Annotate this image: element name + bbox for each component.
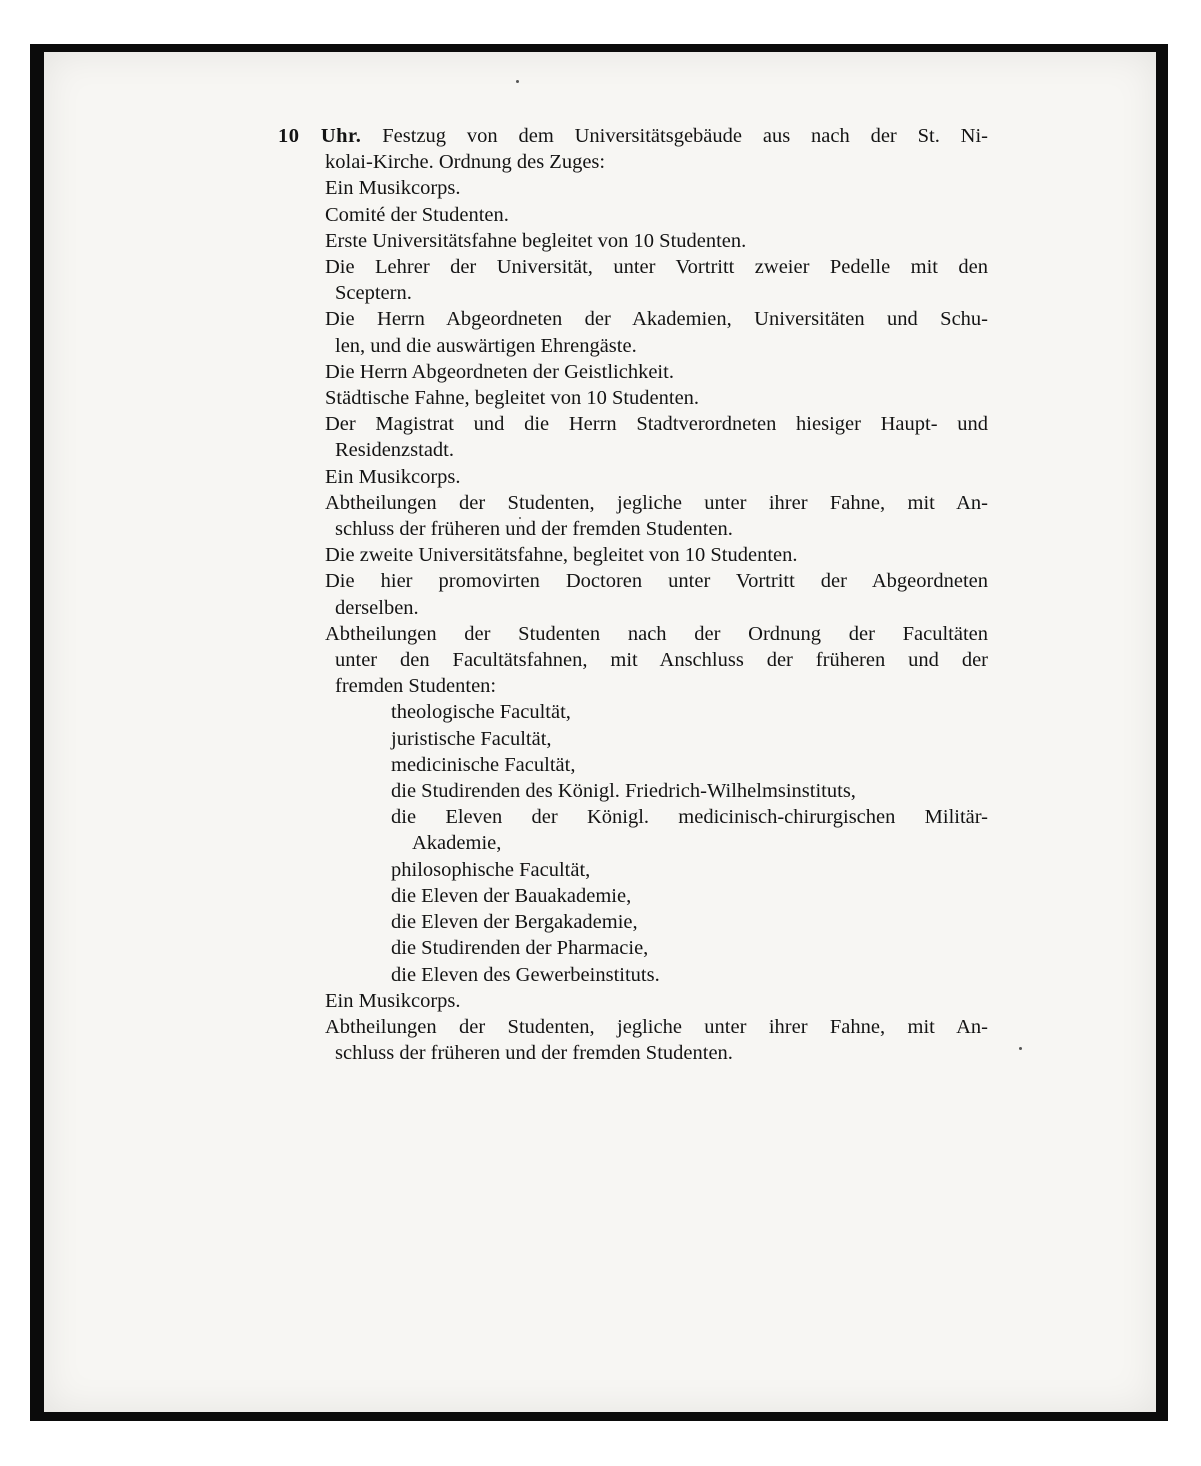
closing-list [278, 988, 988, 1067]
procession-entry-line: schluss der früheren und der fremden Studenten. [335, 518, 733, 541]
faculty-entry-line: die Studirenden des Königl. Friedrich-Wilhelmsinstituts, [391, 780, 856, 803]
procession-entry-line: Städtische Fahne, begleitet von 10 Studenten. [325, 387, 700, 410]
faculty-entry-line: Akademie, [412, 832, 502, 855]
procession-entry [278, 385, 988, 411]
procession-entry [278, 175, 988, 201]
faculty-entry [278, 909, 988, 935]
procession-entry-line: unter den Facultätsfahnen, mit Anschluss der früheren und der [335, 649, 988, 672]
faculty-entry-line: die Eleven des Gewerbeinstituts. [391, 963, 660, 986]
faculty-list [278, 699, 988, 987]
closing-entry-line: Abtheilungen der Studenten, jegliche unter ihrer Fahne, mit An- [325, 1015, 988, 1038]
procession-entry-line: Die zweite Universitätsfahne, begleitet von 10 Studenten. [325, 544, 798, 567]
faculty-entry [278, 962, 988, 988]
faculty-entry-line: medicinische Facultät, [391, 753, 576, 776]
procession-entry-line: Die Herrn Abgeordneten der Geistlichkeit. [325, 360, 674, 383]
procession-entry [278, 411, 988, 463]
faculty-entry-line: philosophische Facultät, [391, 858, 591, 881]
faculty-entry [278, 857, 988, 883]
procession-entry-line: Abtheilungen der Studenten, jegliche unter ihrer Fahne, mit An- [325, 491, 988, 514]
closing-entry [278, 1014, 988, 1066]
faculty-entry-line: die Studirenden der Pharmacie, [391, 937, 649, 960]
faculty-entry-line: theologische Facultät, [391, 701, 571, 724]
procession-entry [278, 464, 988, 490]
speck [516, 80, 519, 83]
procession-entry [278, 621, 988, 700]
procession-entry [278, 228, 988, 254]
procession-entry-line: Die Lehrer der Universität, unter Vortritt zweier Pedelle mit den [325, 256, 988, 279]
procession-entry-line: Die Herrn Abgeordneten der Akademien, Universitäten und Schu- [325, 308, 988, 331]
closing-entry-line: Ein Musikcorps. [325, 989, 461, 1012]
faculty-entry [278, 804, 988, 856]
procession-entry [278, 490, 988, 542]
procession-entry-line: len, und die auswärtigen Ehrengäste. [335, 334, 637, 357]
procession-entry-line: Ein Musikcorps. [325, 177, 461, 200]
faculty-entry-line: die Eleven der Königl. medicinisch-chirurgischen Militär- [391, 806, 988, 829]
intro-line-2: kolai-Kirche. Ordnung des Zuges: [325, 151, 606, 174]
document-text [278, 123, 988, 1066]
procession-entry-line: Erste Universitätsfahne begleitet von 10 Studenten. [325, 229, 747, 252]
procession-entry-line: Der Magistrat und die Herrn Stadtverordneten hiesiger Haupt- und [325, 413, 988, 436]
faculty-entry-line: juristische Facultät, [391, 727, 552, 750]
faculty-entry-line: die Eleven der Bergakademie, [391, 911, 638, 934]
time-label: 10 Uhr. [278, 125, 362, 147]
procession-list [278, 175, 988, 699]
procession-entry [278, 359, 988, 385]
procession-entry [278, 254, 988, 306]
procession-entry-line: derselben. [335, 596, 419, 619]
procession-entry-line: Die hier promovirten Doctoren unter Vortritt der Abgeordneten [325, 570, 988, 593]
faculty-entry [278, 935, 988, 961]
procession-entry [278, 542, 988, 568]
procession-entry [278, 568, 988, 620]
procession-entry-line: Abtheilungen der Studenten nach der Ordnung der Facultäten [325, 622, 988, 645]
intro-text: Festzug von dem Universitätsgebäude aus nach der St. Ni- [382, 125, 988, 147]
procession-entry-line: Ein Musikcorps. [325, 465, 461, 488]
procession-entry [278, 202, 988, 228]
procession-entry [278, 306, 988, 358]
procession-entry-line: Comité der Studenten. [325, 203, 509, 226]
faculty-entry-line: die Eleven der Bauakademie, [391, 884, 632, 907]
closing-entry-line: schluss der früheren und der fremden Studenten. [335, 1042, 733, 1065]
faculty-entry [278, 778, 988, 804]
faculty-entry [278, 726, 988, 752]
procession-entry-line: Residenzstadt. [335, 439, 454, 462]
faculty-entry [278, 699, 988, 725]
intro-line [278, 123, 988, 149]
faculty-entry [278, 752, 988, 778]
faculty-entry [278, 883, 988, 909]
procession-entry-line: fremden Studenten: [335, 675, 497, 698]
closing-entry [278, 988, 988, 1014]
procession-entry-line: Sceptern. [335, 282, 412, 305]
speck [1019, 1047, 1022, 1050]
